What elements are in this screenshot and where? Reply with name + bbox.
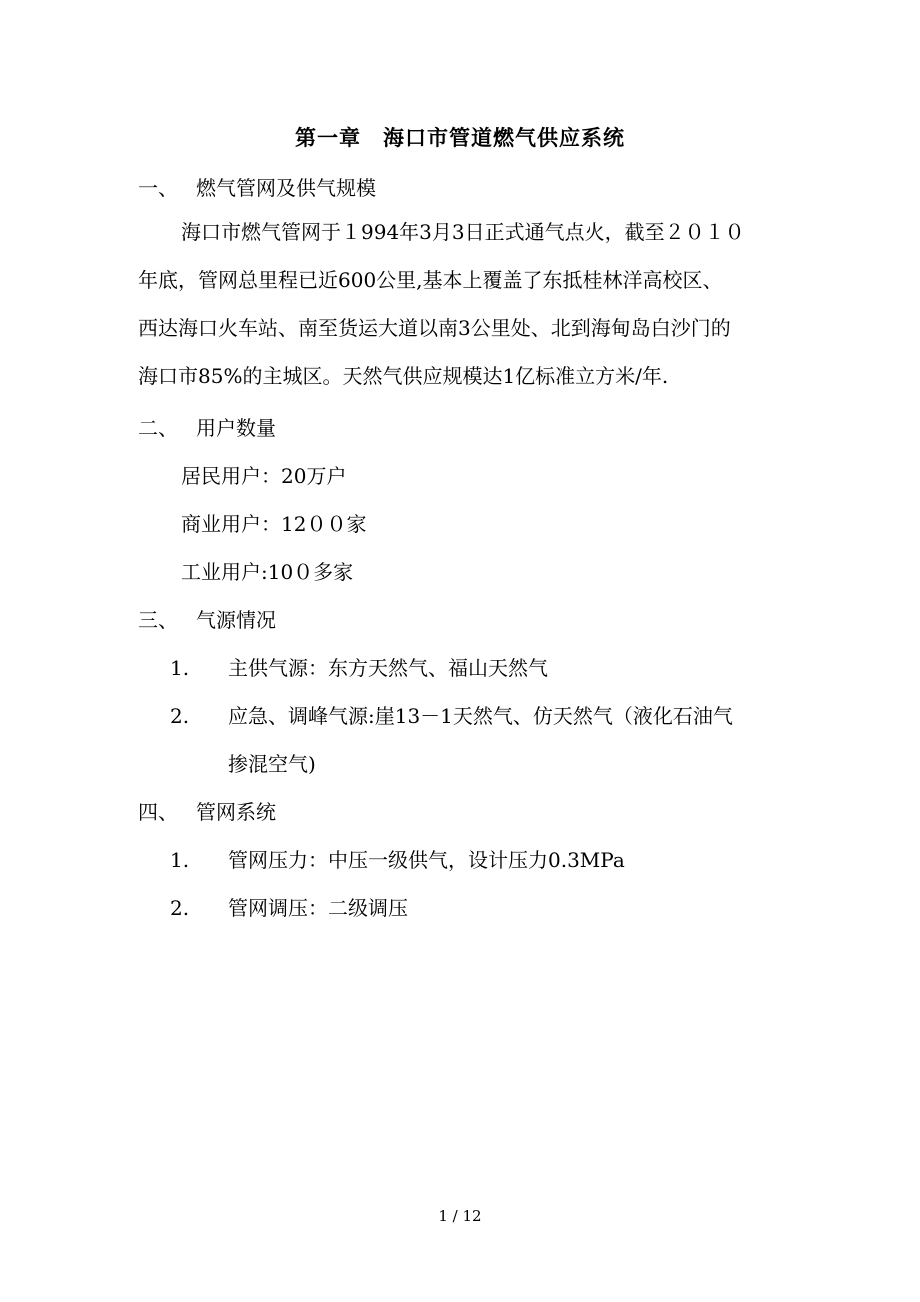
- section-number: 三、: [138, 608, 178, 632]
- section-heading-2: [138, 412, 276, 441]
- section-1-paragraph: [138, 208, 778, 400]
- item-text: 应急、调峰气源:崖13－1天然气、仿天然气（液化石油气: [228, 704, 733, 728]
- section-title: 用户数量: [196, 416, 276, 440]
- section-title: 管网系统: [196, 800, 276, 824]
- section-title: 气源情况: [196, 608, 276, 632]
- gas-source-item-2-continuation: 掺混空气): [228, 752, 316, 776]
- item-number: 1.: [170, 848, 190, 872]
- item-text: 主供气源：东方天然气、福山天然气: [228, 656, 548, 680]
- paragraph-line: 海口市85%的主城区。天然气供应规模达1亿标准立方米/年.: [138, 364, 669, 388]
- item-text: 管网压力：中压一级供气，设计压力0.3MPa: [228, 848, 625, 872]
- page-number: 1 / 12: [438, 1207, 482, 1225]
- user-count-residential: 居民用户：20万户: [181, 464, 347, 488]
- paragraph-line: 西达海口火车站、南至货运大道以南3公里处、北到海甸岛白沙门的: [138, 316, 731, 340]
- item-text: 管网调压：二级调压: [228, 896, 408, 920]
- paragraph-line: 年底，管网总里程已近600公里,基本上覆盖了东抵桂林洋高校区、: [138, 268, 723, 292]
- pipe-network-item-2: [170, 892, 408, 921]
- gas-source-item-1: [170, 652, 548, 681]
- user-count-commercial: 商业用户：12００家: [181, 512, 367, 536]
- section-number: 四、: [138, 800, 178, 824]
- section-heading-1: [138, 172, 376, 201]
- item-number: 1.: [170, 656, 190, 680]
- gas-source-item-2: [170, 700, 733, 729]
- section-heading-4: [138, 796, 276, 825]
- user-count-industrial: 工业用户:10０多家: [181, 560, 354, 584]
- paragraph-line: 海口市燃气管网于１994年3月3日正式通气点火，截至２０１０: [181, 220, 745, 244]
- item-number: 2.: [170, 896, 190, 920]
- section-title: 燃气管网及供气规模: [196, 176, 376, 200]
- chapter-title: 第一章 海口市管道燃气供应系统: [295, 125, 625, 150]
- section-heading-3: [138, 604, 276, 633]
- pipe-network-item-1: [170, 844, 625, 873]
- item-number: 2.: [170, 704, 190, 728]
- section-number: 二、: [138, 416, 178, 440]
- section-number: 一、: [138, 176, 178, 200]
